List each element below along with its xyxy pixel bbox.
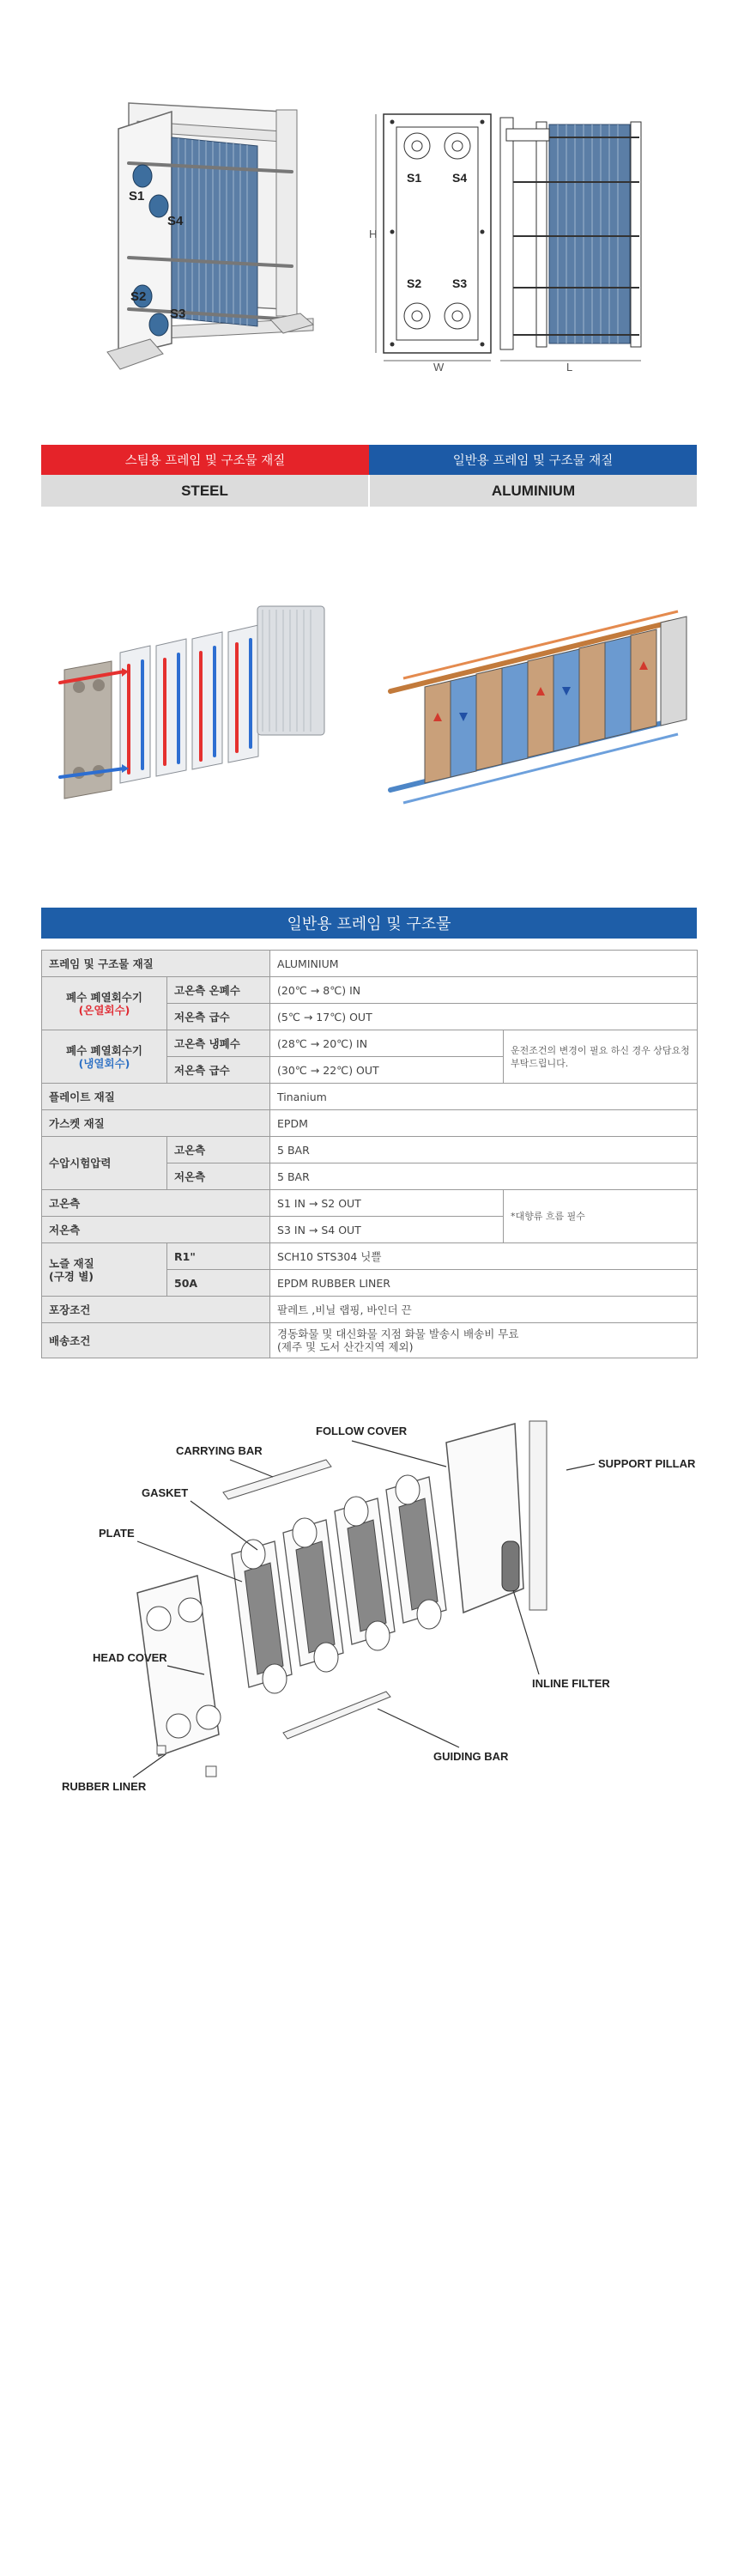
hot-recovery-sub: (온열회수) <box>78 1003 130 1017</box>
gasket-material-value: EPDM <box>270 1110 698 1137</box>
test-pressure-cold-value: 5 BAR <box>270 1163 698 1190</box>
table-row <box>42 1110 698 1137</box>
spec-title: 일반용 프레임 및 구조물 <box>41 908 697 939</box>
table-row <box>42 1323 698 1358</box>
label-plate: PLATE <box>99 1527 135 1540</box>
hot-recovery-label <box>42 977 167 1030</box>
label-rubber-liner: RUBBER LINER <box>62 1780 147 1793</box>
delivery-value <box>270 1323 698 1358</box>
port-label-s3: S3 <box>170 307 186 321</box>
nozzle-r2-value: EPDM RUBBER LINER <box>270 1270 698 1297</box>
label-gasket: GASKET <box>142 1486 189 1499</box>
hot-side-label: 고온측 <box>42 1190 270 1217</box>
general-frame-value: ALUMINIUM <box>370 475 697 507</box>
dim-l-label: L <box>566 361 573 374</box>
dim-h-label: H <box>369 228 378 240</box>
elev-port-s4: S4 <box>452 171 468 185</box>
general-frame-header: 일반용 프레임 및 구조물 재질 <box>369 445 697 475</box>
label-head-cover: HEAD COVER <box>93 1651 167 1664</box>
frame-material-label: 프레임 및 구조물 재질 <box>42 951 270 977</box>
nozzle-material-label <box>42 1243 167 1297</box>
flow-note: *대향류 흐름 필수 <box>504 1190 698 1243</box>
spec-table <box>41 950 698 1358</box>
hot-recovery-r2-value: (5℃ → 17℃) OUT <box>270 1004 698 1030</box>
nozzle-sub: (구경 별) <box>49 1269 94 1283</box>
packing-value: 팔레트 ,비닐 랩핑, 바인더 끈 <box>270 1297 698 1323</box>
label-carrying-bar: CARRYING BAR <box>176 1444 263 1457</box>
table-row <box>42 1084 698 1110</box>
elev-port-s1: S1 <box>407 171 422 185</box>
label-follow-cover: FOLLOW COVER <box>316 1425 408 1437</box>
gasket-material-label: 가스켓 재질 <box>42 1110 270 1137</box>
heat-exchanger-3d-illustration <box>107 103 313 369</box>
hot-recovery-r1-value: (20℃ → 8℃) IN <box>270 977 698 1004</box>
test-pressure-cold-label: 저온측 <box>167 1163 270 1190</box>
cold-side-value: S3 IN → S4 OUT <box>270 1217 504 1243</box>
plate-pack-piping-illustration <box>390 611 687 803</box>
cold-recovery-r2-value: (30℃ → 22℃) OUT <box>270 1057 504 1084</box>
cold-recovery-sub: (냉열회수) <box>78 1056 130 1070</box>
test-pressure-hot-value: 5 BAR <box>270 1137 698 1163</box>
cold-recovery-r1-label: 고온측 냉폐수 <box>167 1030 270 1057</box>
test-pressure-label: 수압시험압력 <box>42 1137 167 1190</box>
cold-recovery-r2-label: 저온측 급수 <box>167 1057 270 1084</box>
table-row <box>42 1297 698 1323</box>
delivery-label: 배송조건 <box>42 1323 270 1358</box>
port-label-s1: S1 <box>129 189 145 204</box>
cold-recovery-title: 폐수 폐열회수기 <box>66 1043 142 1057</box>
side-elevation-drawing <box>500 118 641 374</box>
delivery-value-line2: (제주 및 도서 산간지역 제외) <box>277 1340 414 1353</box>
label-inline-filter: INLINE FILTER <box>532 1677 610 1690</box>
port-label-s4: S4 <box>167 214 184 228</box>
cold-side-label: 저온측 <box>42 1217 270 1243</box>
table-row <box>42 1243 698 1270</box>
label-guiding-bar: GUIDING BAR <box>433 1750 509 1763</box>
front-elevation-drawing <box>369 114 491 374</box>
nozzle-r2-label: 50A <box>167 1270 270 1297</box>
delivery-value-line1: 경동화물 및 대신화물 지점 화물 발송시 배송비 무료 <box>277 1327 519 1340</box>
nozzle-r1-value: SCH10 STS304 닛쁠 <box>270 1243 698 1270</box>
plate-material-value: Tinanium <box>270 1084 698 1110</box>
cold-recovery-note: 운전조건의 변경이 필요 하신 경우 상담요청 부탁드립니다. <box>504 1030 698 1084</box>
port-label-s2: S2 <box>130 289 147 304</box>
hot-side-value: S1 IN → S2 OUT <box>270 1190 504 1217</box>
table-row <box>42 1137 698 1163</box>
elev-port-s2: S2 <box>407 276 422 290</box>
exploded-parts-diagram <box>0 1391 738 1803</box>
packing-label: 포장조건 <box>42 1297 270 1323</box>
nozzle-title: 노즐 재질 <box>49 1256 94 1270</box>
product-illustrations <box>0 0 738 395</box>
hot-recovery-r1-label: 고온측 온폐수 <box>167 977 270 1004</box>
plate-material-label: 플레이트 재질 <box>42 1084 270 1110</box>
table-row <box>42 1030 698 1057</box>
dim-w-label: W <box>433 361 445 374</box>
nozzle-r1-label: R1" <box>167 1243 270 1270</box>
label-support-pillar: SUPPORT PILLAR <box>598 1457 696 1470</box>
hot-recovery-r2-label: 저온측 급수 <box>167 1004 270 1030</box>
cold-recovery-r1-value: (28℃ → 20℃) IN <box>270 1030 504 1057</box>
test-pressure-hot-label: 고온측 <box>167 1137 270 1163</box>
cold-recovery-label <box>42 1030 167 1084</box>
plate-flow-exploded-illustration <box>60 606 324 799</box>
steam-frame-value: STEEL <box>41 475 370 507</box>
table-row <box>42 951 698 977</box>
elev-port-s3: S3 <box>452 276 468 290</box>
flow-illustrations <box>0 592 738 824</box>
frame-material-value: ALUMINIUM <box>270 951 698 977</box>
table-row <box>42 1190 698 1217</box>
table-row <box>42 977 698 1004</box>
steam-frame-header: 스팀용 프레임 및 구조물 재질 <box>41 445 369 475</box>
hot-recovery-title: 폐수 폐열회수기 <box>66 990 142 1004</box>
frame-material-band <box>41 445 697 507</box>
